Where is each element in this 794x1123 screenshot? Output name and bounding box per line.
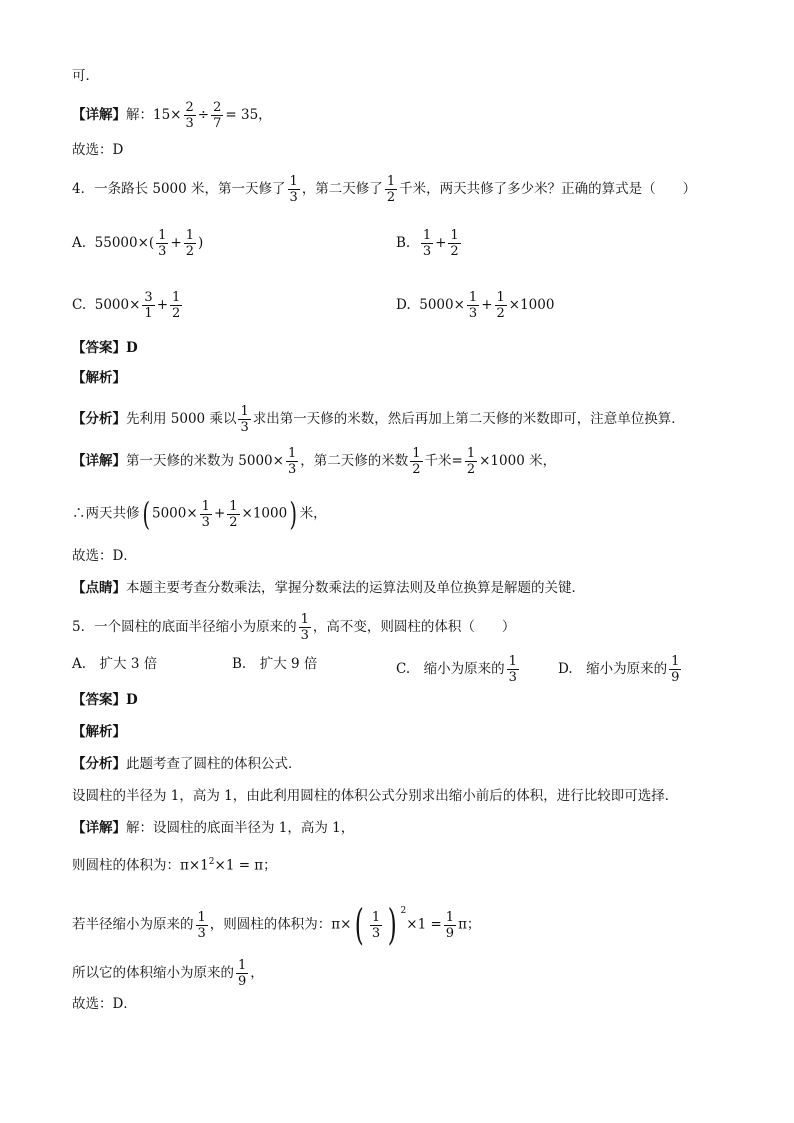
analysis-line (72, 404, 685, 435)
fraction (288, 174, 300, 205)
question-5 (72, 612, 515, 643)
detail-tag: 【详解】 (72, 453, 126, 469)
fraction (236, 958, 248, 989)
fraction (385, 174, 397, 205)
answer-text: 【答案】D (72, 340, 138, 356)
option-b (396, 228, 463, 259)
analysis-text: 先利用 5000 乘以 (126, 411, 237, 427)
expr-text: ×1000 (508, 297, 555, 313)
question-text: ，第二天修了 (301, 181, 383, 197)
numerator: 2 (185, 100, 194, 115)
denominator: 3 (197, 925, 206, 941)
fraction (444, 910, 456, 941)
analysis-heading (72, 368, 126, 388)
comment-tag: 【点睛】 (72, 580, 126, 596)
line-text: 故选：D． (72, 548, 137, 564)
numerator: 1 (300, 612, 309, 627)
denominator: 7 (213, 116, 222, 131)
fraction (299, 612, 311, 643)
exponent: 2 (208, 857, 215, 867)
denominator: 1 (144, 306, 153, 321)
fraction (142, 290, 154, 321)
fraction (448, 228, 460, 259)
analysis-heading (72, 722, 126, 742)
expr-text: + (481, 297, 493, 313)
expr-text: 则圆柱的体积为：π×1 (72, 857, 209, 874)
denominator: 3 (240, 420, 249, 435)
therefore-line (72, 495, 327, 533)
denominator: 3 (158, 244, 167, 259)
detail-text: ，第二天修的米数 (300, 453, 409, 469)
numerator: 1 (671, 654, 680, 669)
expr-text: + (435, 235, 447, 251)
left-paren: ( (141, 495, 150, 533)
numerator: 1 (412, 446, 421, 461)
line-text: 故选：D． (72, 996, 137, 1012)
expr-text: + (213, 505, 226, 522)
detail-text: ×1000 米， (479, 453, 557, 469)
option-c (72, 290, 184, 321)
denominator: 3 (508, 670, 517, 685)
solution-line (72, 100, 272, 131)
text-line (72, 66, 99, 86)
left-paren: ( (355, 900, 365, 949)
detail-text: 千米= (424, 453, 463, 469)
fraction (421, 228, 433, 259)
fraction (669, 654, 681, 685)
denominator: 3 (201, 514, 210, 530)
conclusion-line (72, 958, 264, 989)
option-text: D. 缩小为原来的 (558, 661, 668, 677)
analysis-line (72, 754, 302, 774)
fraction (184, 100, 196, 131)
denominator: 2 (496, 306, 505, 321)
denominator: 2 (185, 244, 195, 259)
numerator: 1 (229, 498, 238, 514)
option-b (232, 654, 317, 674)
option-text: B. 扩大 9 倍 (232, 656, 318, 672)
numerator: 1 (172, 290, 181, 305)
numerator: 1 (450, 228, 459, 243)
question-4 (72, 174, 696, 205)
numerator: 1 (468, 290, 478, 305)
option-text: C. 缩小为原来的 (396, 661, 505, 677)
detail-text: 若半径缩小为原来的 (72, 916, 194, 933)
denominator: 3 (287, 462, 297, 477)
denominator: 3 (289, 190, 298, 205)
option-label: A. (72, 235, 87, 251)
answer-text: 【答案】D (72, 692, 138, 708)
question-text: 5．一个圆柱的底面半径缩小为原来的 (72, 619, 297, 635)
analysis-label: 【分析】 (72, 411, 126, 427)
expr-text: = 35， (225, 107, 272, 123)
analysis-line-2 (72, 786, 678, 806)
analysis-tag: 【解析】 (72, 724, 126, 740)
detail-text: 解：设圆柱的底面半径为 1，高为 1， (126, 820, 355, 836)
option-d (558, 654, 683, 685)
denominator: 3 (468, 306, 478, 321)
analysis-text: 设圆柱的半径为 1，高为 1，由此利用圆柱的体积公式分别求出缩小前后的体积，进行比较即可选择． (72, 788, 679, 804)
question-text: 千米，两天共修了多少米？正确的算式是（ ） (399, 181, 697, 197)
line-text: 可． (72, 68, 99, 84)
denominator: 9 (671, 670, 680, 685)
detail-text: 第一天修的米数为 5000× (126, 453, 284, 469)
volume-line (72, 852, 277, 876)
fraction (507, 654, 519, 685)
detail-text: ， (250, 965, 264, 981)
numerator: 1 (287, 446, 297, 461)
select-line (72, 994, 137, 1014)
question-text: ，高不变，则圆柱的体积（ ） (312, 619, 516, 635)
numerator: 1 (422, 228, 432, 243)
numerator: 1 (371, 909, 381, 925)
detail-text: 米， (299, 505, 327, 522)
numerator: 1 (158, 228, 167, 243)
detail-text: 所以它的体积缩小为原来的 (72, 965, 234, 981)
denominator: 2 (466, 462, 476, 477)
fraction (370, 910, 382, 941)
detail-line (72, 818, 354, 838)
detail-tag: 【详解】 (72, 820, 126, 836)
denominator: 2 (229, 514, 238, 530)
detail-tag: 【详解】 (72, 107, 126, 123)
expr-text: ×1000 (241, 505, 288, 522)
expr-text: + (156, 297, 168, 313)
fraction (227, 499, 239, 530)
numerator: 3 (144, 290, 153, 305)
numerator: 1 (496, 290, 505, 305)
expr-text: ÷ (197, 107, 210, 123)
expr-text: + (170, 235, 182, 251)
detail-text: ∴两天共修 (72, 505, 140, 522)
numerator: 1 (197, 909, 206, 925)
denominator: 3 (422, 244, 432, 259)
expr-text: 5000× (419, 297, 465, 313)
denominator: 3 (371, 925, 381, 941)
expr-text: ×1 = π； (214, 857, 277, 874)
right-paren: ) (387, 900, 397, 949)
fraction (184, 228, 196, 259)
analysis-label: 【分析】 (72, 756, 126, 772)
numerator: 1 (240, 404, 249, 419)
denominator: 3 (185, 116, 194, 131)
expr-text: π； (458, 916, 481, 933)
numerator: 1 (445, 909, 455, 925)
reduced-volume-line (72, 900, 481, 949)
exponent: 2 (400, 906, 407, 916)
analysis-text: 此题考查了圆柱的体积公式． (126, 756, 302, 772)
detail-text: ，则圆柱的体积为：π× (209, 916, 352, 933)
fraction (495, 290, 507, 321)
text-line (72, 140, 123, 160)
option-a (72, 654, 157, 674)
numerator: 1 (289, 174, 298, 189)
numerator: 1 (466, 446, 476, 461)
denominator: 9 (445, 925, 455, 941)
option-label: D. (396, 297, 411, 313)
option-label: C. (72, 297, 87, 313)
select-line (72, 546, 137, 566)
fraction (467, 290, 479, 321)
expr-text: ×1 = (406, 916, 442, 933)
answer-line (72, 690, 138, 710)
fraction (170, 290, 182, 321)
numerator: 1 (238, 958, 247, 973)
expr-text: ) (198, 235, 204, 251)
expr-text: 解：15× (126, 107, 182, 123)
numerator: 2 (213, 100, 222, 115)
fraction (200, 499, 212, 530)
analysis-tag: 【解析】 (72, 370, 126, 386)
question-text: 4．一条路长 5000 米，第一天修了 (72, 181, 286, 197)
numerator: 1 (201, 498, 210, 514)
fraction (196, 910, 208, 941)
fraction (286, 446, 298, 477)
numerator: 1 (185, 228, 195, 243)
fraction (211, 100, 223, 131)
option-d (396, 290, 554, 321)
option-a (72, 228, 203, 259)
option-text: A. 扩大 3 倍 (72, 656, 158, 672)
option-label: B. (396, 235, 411, 251)
expr-text: 55000×( (94, 235, 155, 251)
analysis-text: 求出第一天修的米数，然后再加上第二天修的米数即可，注意单位换算． (252, 411, 685, 427)
option-c (396, 654, 521, 685)
denominator: 2 (412, 462, 421, 477)
fraction (410, 446, 422, 477)
expr-text: 5000× (151, 505, 198, 522)
answer-line (72, 338, 138, 358)
denominator: 9 (238, 974, 247, 989)
fraction (465, 446, 477, 477)
right-paren: ) (289, 495, 298, 533)
comment-line (72, 578, 585, 598)
fraction (156, 228, 168, 259)
denominator: 2 (172, 306, 181, 321)
denominator: 2 (386, 190, 396, 205)
denominator: 3 (300, 628, 309, 643)
fraction (238, 404, 250, 435)
detail-line (72, 446, 556, 477)
line-text: 故选：D (72, 142, 124, 158)
comment-text: 本题主要考查分数乘法，掌握分数乘法的运算法则及单位换算是解题的关键． (126, 580, 585, 596)
numerator: 1 (386, 174, 396, 189)
denominator: 2 (450, 244, 459, 259)
expr-text: 5000× (94, 297, 141, 313)
numerator: 1 (508, 654, 517, 669)
